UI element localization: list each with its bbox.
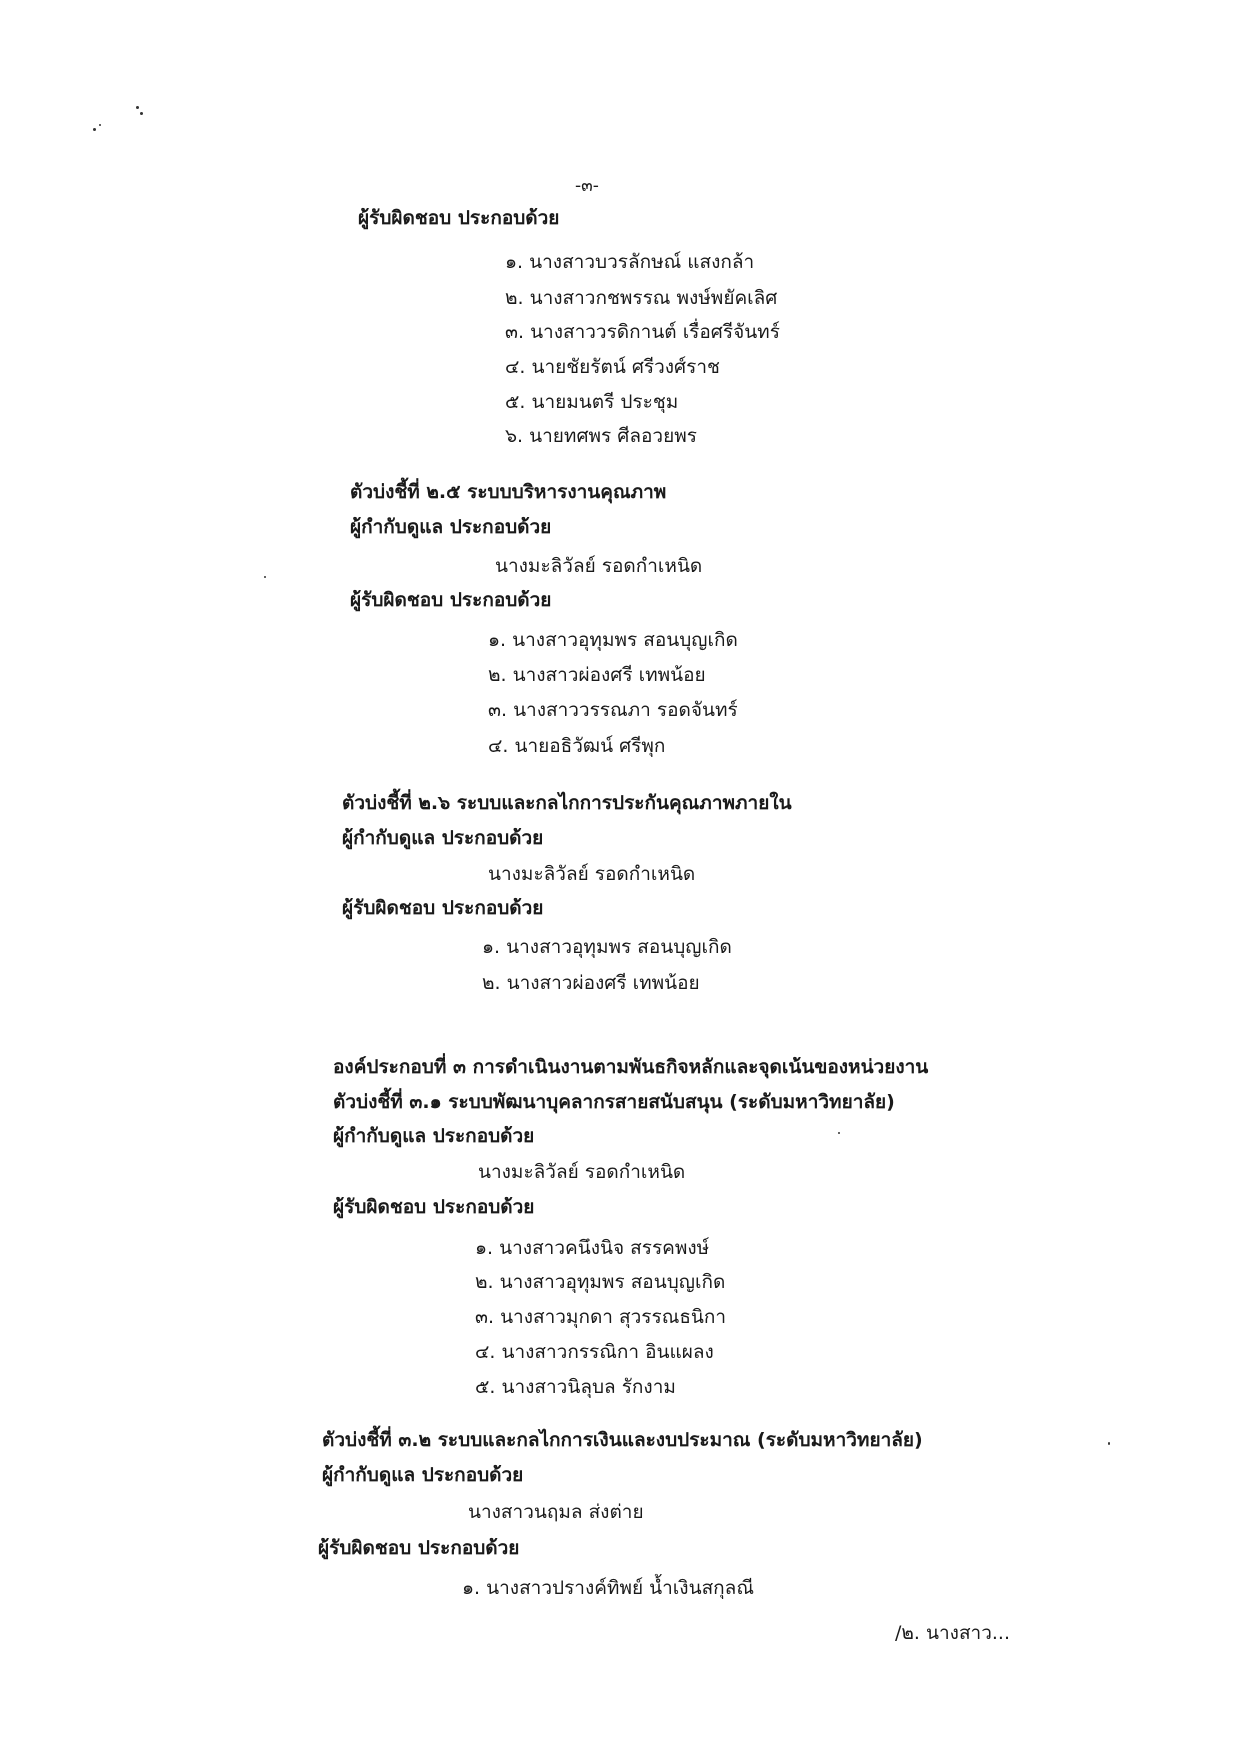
continuation-text: /๒. นางสาว...	[895, 1622, 1010, 1644]
responsible-label: ผู้รับผิดชอบ ประกอบด้วย	[318, 1537, 520, 1559]
responsible-item: ๒. นางสาวผ่องศรี เทพน้อย	[488, 664, 706, 686]
responsible-item: ๑. นางสาวปรางค์ทิพย์ น้ำเงินสกุลณี	[462, 1577, 754, 1599]
responsible-item: ๔. นางสาวกรรณิกา อินแผลง	[475, 1341, 714, 1363]
supervisor-label: ผู้กำกับดูแล ประกอบด้วย	[342, 827, 544, 849]
responsible-item: ๓. นางสาววรดิกานต์ เรื่อศรีจันทร์	[505, 321, 780, 343]
scan-speck	[838, 1132, 840, 1134]
responsible-item: ๕. นายมนตรี ประชุม	[505, 391, 679, 413]
responsible-label: ผู้รับผิดชอบ ประกอบด้วย	[350, 589, 552, 611]
scan-speck	[1108, 1442, 1110, 1445]
responsible-label: ผู้รับผิดชอบ ประกอบด้วย	[358, 207, 560, 229]
responsible-item: ๔. นายชัยรัตน์ ศรีวงศ์ราช	[505, 356, 720, 378]
indicator-heading: ตัวบ่งชี้ที่ ๓.๒ ระบบและกลไกการเงินและงบประมาณ (ระดับมหาวิทยาลัย)	[322, 1429, 923, 1451]
supervisor-label: ผู้กำกับดูแล ประกอบด้วย	[322, 1464, 524, 1486]
supervisor-name: นางมะลิวัลย์ รอดกำเหนิด	[478, 1161, 686, 1183]
responsible-item: ๒. นางสาวอุทุมพร สอนบุญเกิด	[475, 1271, 726, 1293]
indicator-heading: ตัวบ่งชี้ที่ ๓.๑ ระบบพัฒนาบุคลากรสายสนับสนุน (ระดับมหาวิทยาลัย)	[333, 1091, 895, 1113]
responsible-item: ๓. นางสาวมุกดา สุวรรณธนิกา	[475, 1306, 727, 1328]
responsible-item: ๓. นางสาววรรณภา รอดจันทร์	[488, 699, 738, 721]
scan-speck	[140, 112, 143, 115]
supervisor-label: ผู้กำกับดูแล ประกอบด้วย	[333, 1125, 535, 1147]
responsible-label: ผู้รับผิดชอบ ประกอบด้วย	[342, 897, 544, 919]
scan-speck	[93, 128, 96, 131]
indicator-heading: ตัวบ่งชี้ที่ ๒.๖ ระบบและกลไกการประกันคุณภาพภายใน	[342, 792, 792, 814]
scan-speck	[264, 576, 266, 578]
scan-speck	[99, 124, 101, 126]
scan-speck	[136, 106, 139, 109]
responsible-item: ๑. นางสาวอุทุมพร สอนบุญเกิด	[482, 936, 732, 958]
responsible-item: ๔. นายอธิวัฒน์ ศรีพุก	[488, 735, 666, 757]
supervisor-name: นางมะลิวัลย์ รอดกำเหนิด	[488, 863, 696, 885]
responsible-item: ๑. นางสาวบวรลักษณ์ แสงกล้า	[505, 251, 755, 273]
responsible-item: ๑. นางสาวคนึงนิจ สรรคพงษ์	[475, 1237, 710, 1259]
component-heading: องค์ประกอบที่ ๓ การดำเนินงานตามพันธกิจหลักและจุดเน้นของหน่วยงาน	[333, 1056, 929, 1078]
responsible-item: ๑. นางสาวอุทุมพร สอนบุญเกิด	[488, 629, 738, 651]
responsible-item: ๕. นางสาวนิลุบล รักงาม	[475, 1376, 676, 1398]
supervisor-name: นางมะลิวัลย์ รอดกำเหนิด	[495, 555, 703, 577]
supervisor-label: ผู้กำกับดูแล ประกอบด้วย	[350, 516, 552, 538]
page-number: -๓-	[575, 176, 599, 196]
responsible-item: ๒. นางสาวกชพรรณ พงษ์พยัคเลิศ	[505, 287, 778, 309]
responsible-item: ๖. นายทศพร ศีลอวยพร	[505, 425, 697, 447]
supervisor-name: นางสาวนฤมล ส่งต่าย	[468, 1501, 644, 1523]
responsible-label: ผู้รับผิดชอบ ประกอบด้วย	[333, 1196, 535, 1218]
indicator-heading: ตัวบ่งชี้ที่ ๒.๕ ระบบบริหารงานคุณภาพ	[350, 481, 667, 503]
responsible-item: ๒. นางสาวผ่องศรี เทพน้อย	[482, 972, 700, 994]
